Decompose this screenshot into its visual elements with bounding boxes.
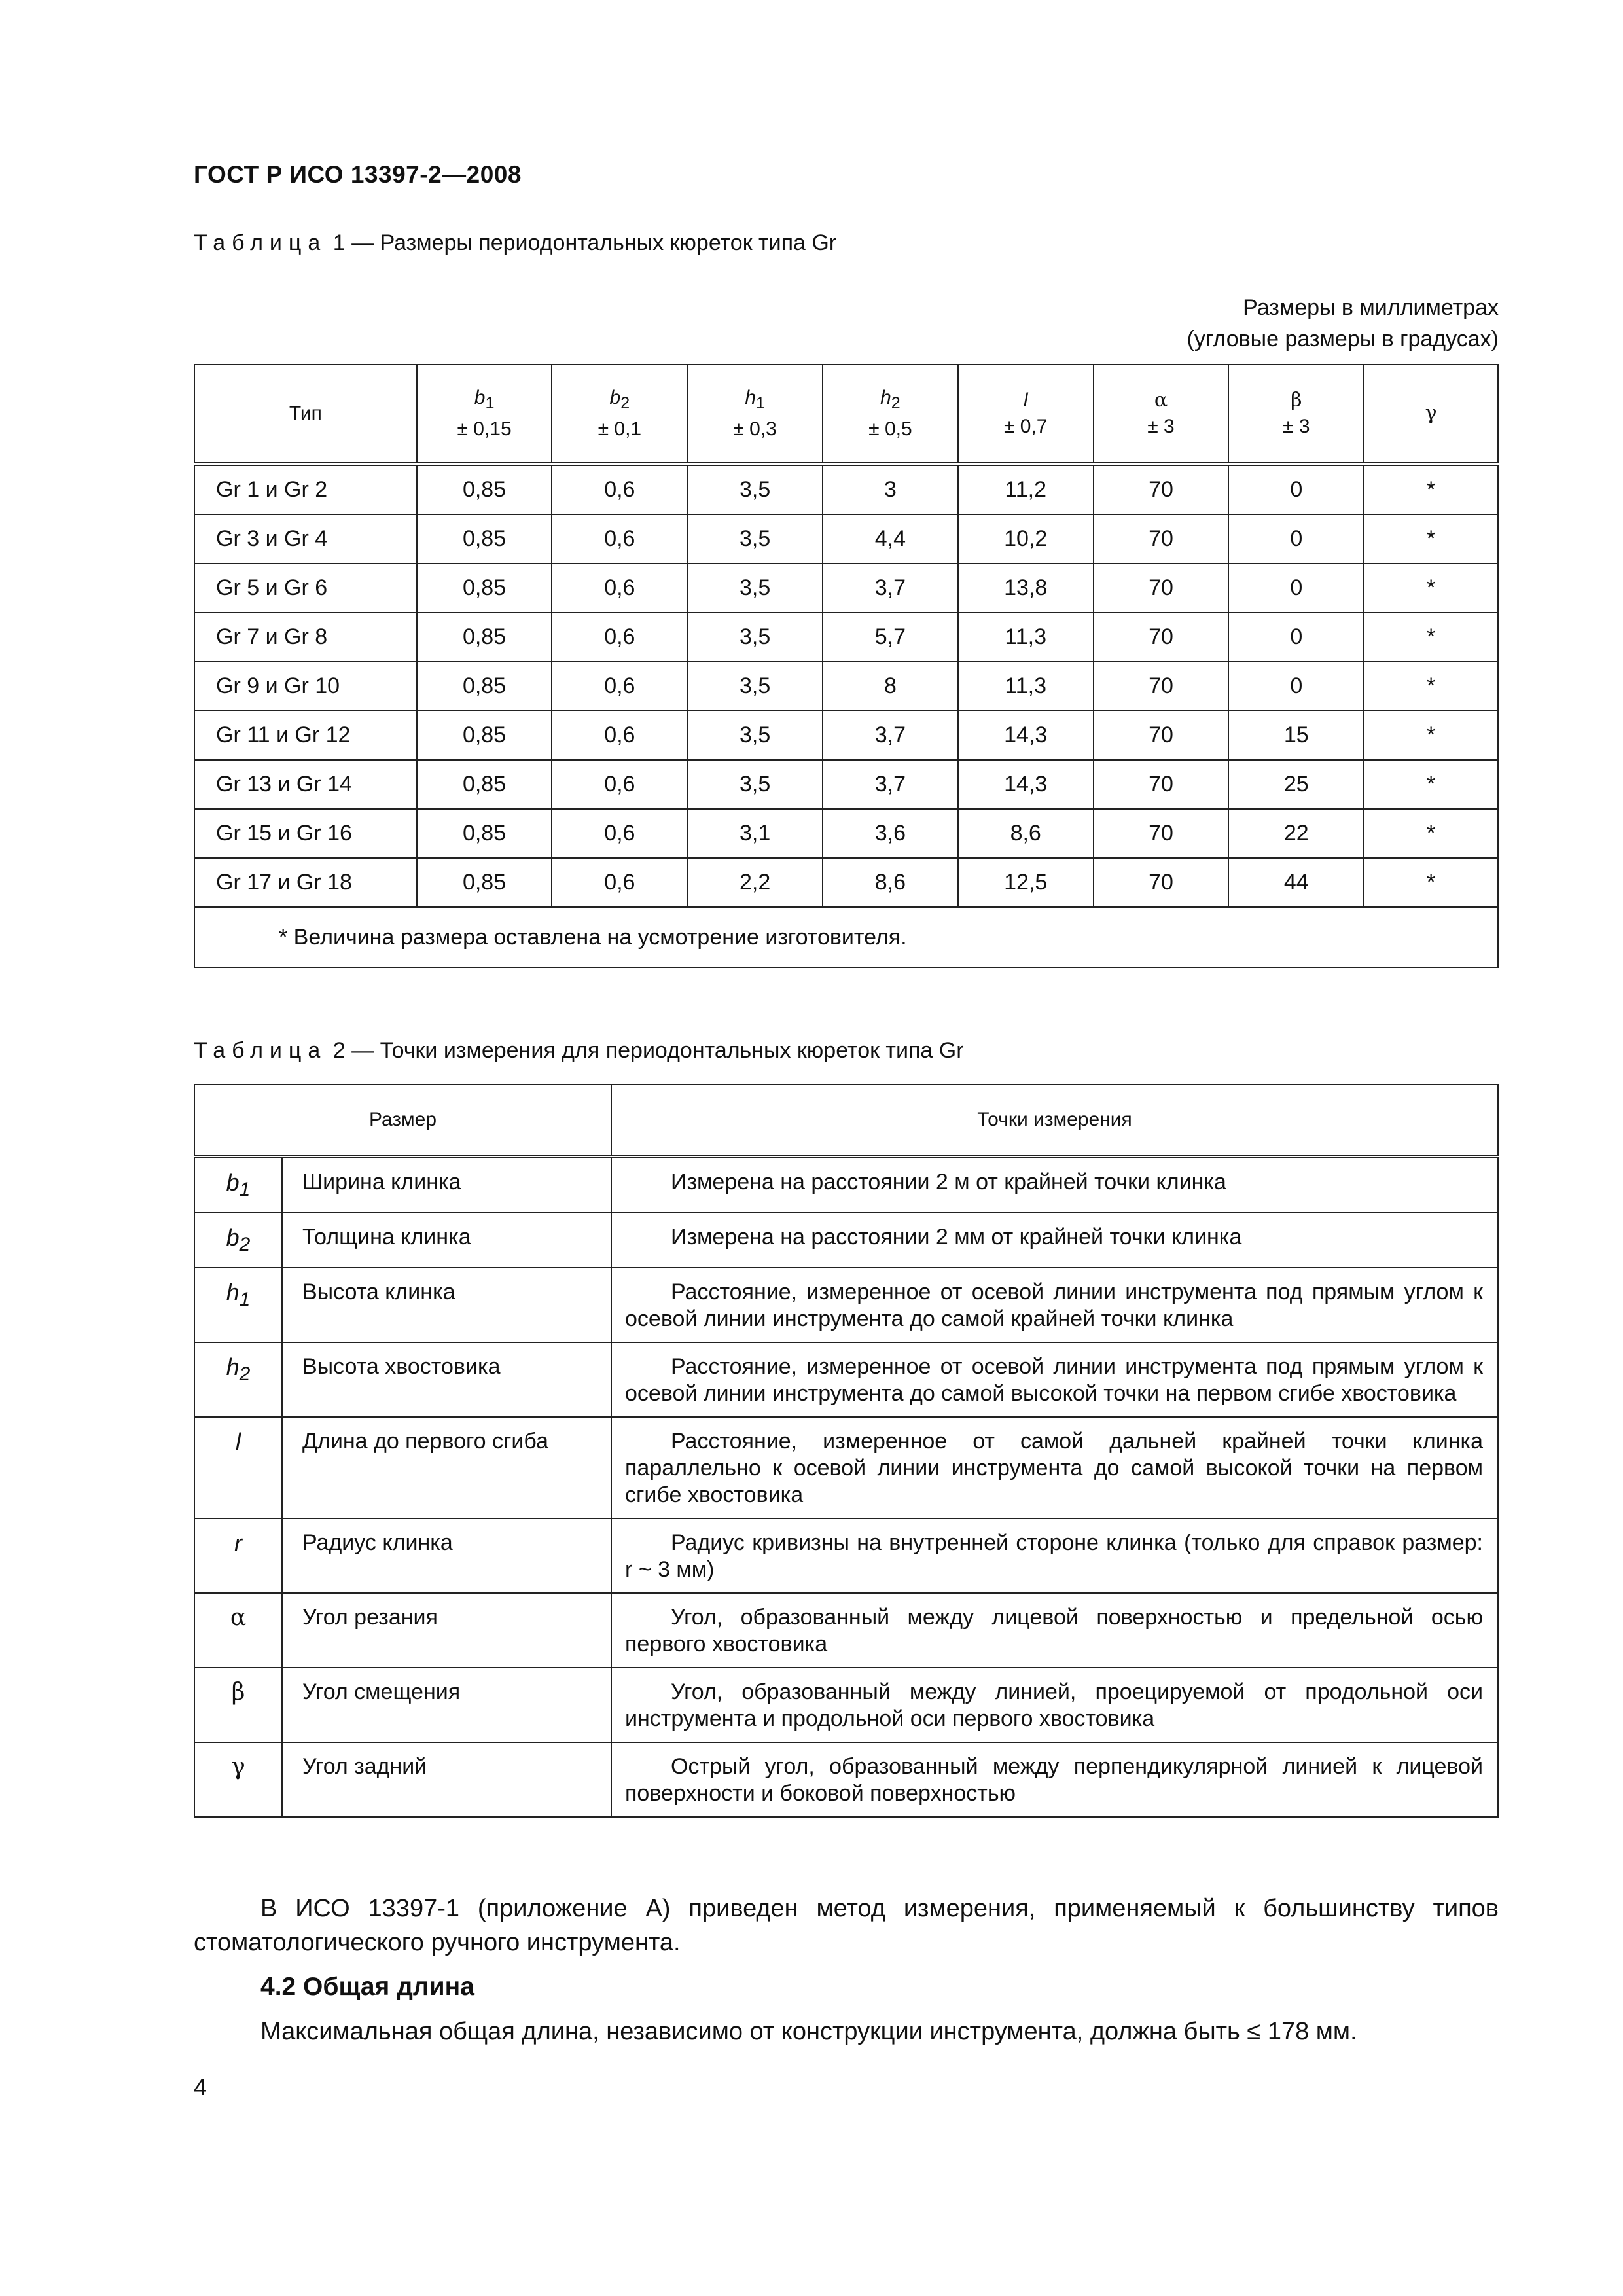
description-cell: Измерена на расстоянии 2 м от крайней точки клинка <box>611 1157 1498 1213</box>
description-cell: Расстояние, измеренное от самой дальней крайней точки клинка параллельно к осевой линии инструмента до самой высокой точки на первом сгибе хвостовика <box>611 1417 1498 1518</box>
header-size: Размер <box>194 1085 611 1157</box>
cell-gamma: * <box>1364 760 1498 809</box>
page-number: 4 <box>194 2073 207 2100</box>
cell-alpha: 70 <box>1094 760 1229 809</box>
cell-h2: 4,4 <box>823 514 958 564</box>
table2-header-row <box>194 1085 1498 1157</box>
cell-b2: 0,6 <box>552 613 687 662</box>
cell-l: 11,2 <box>958 464 1094 514</box>
cell-alpha: 70 <box>1094 809 1229 858</box>
cell-b2: 0,6 <box>552 760 687 809</box>
cell-h1: 3,5 <box>687 464 823 514</box>
table-row <box>194 613 1498 662</box>
cell-h1: 3,5 <box>687 760 823 809</box>
symbol-cell: $h_1$ <box>194 1268 282 1342</box>
table1-units <box>1187 292 1499 355</box>
header-b1: $b_1$ ± 0,15 <box>417 365 552 464</box>
cell-l: 13,8 <box>958 564 1094 613</box>
symbol-cell: $b_2$ <box>194 1213 282 1268</box>
cell-b1: 0,85 <box>417 809 552 858</box>
description-cell: Острый угол, образованный между перпендикулярной линией к лицевой поверхности и боковой поверхностью <box>611 1742 1498 1817</box>
page-header: ГОСТ Р ИСО 13397-2—2008 <box>194 161 522 188</box>
measurement-points-table <box>194 1084 1499 1818</box>
cell-b1: 0,85 <box>417 613 552 662</box>
table2-caption-text: 2 — Точки измерения для периодонтальных кюреток типа Gr <box>332 1038 964 1063</box>
cell-h1: 3,1 <box>687 809 823 858</box>
cell-gamma: * <box>1364 858 1498 907</box>
table-row <box>194 1518 1498 1593</box>
table-row <box>194 711 1498 760</box>
cell-b2: 0,6 <box>552 564 687 613</box>
cell-b1: 0,85 <box>417 662 552 711</box>
cell-beta: 25 <box>1228 760 1364 809</box>
symbol-cell: β <box>194 1668 282 1742</box>
table-row <box>194 1593 1498 1668</box>
table-row <box>194 1268 1498 1342</box>
cell-l: 8,6 <box>958 809 1094 858</box>
symbol-cell: α <box>194 1593 282 1668</box>
cell-l: 10,2 <box>958 514 1094 564</box>
header-type: Тип <box>194 365 417 464</box>
table-row <box>194 858 1498 907</box>
symbol-cell: $b_1$ <box>194 1157 282 1213</box>
body-paragraph: В ИСО 13397-1 (приложение А) приведен метод измерения, применяемый к большинству типов стоматологического ручного инструмента. <box>194 1895 1499 1956</box>
cell-h2: 3,7 <box>823 564 958 613</box>
cell-h1: 3,5 <box>687 711 823 760</box>
cell-beta: 0 <box>1228 514 1364 564</box>
table-row <box>194 662 1498 711</box>
dimensions-table <box>194 364 1499 968</box>
cell-h2: 8 <box>823 662 958 711</box>
cell-alpha: 70 <box>1094 514 1229 564</box>
cell-b1: 0,85 <box>417 464 552 514</box>
cell-h1: 3,5 <box>687 662 823 711</box>
cell-h2: 3,7 <box>823 760 958 809</box>
header-b2: $b_2$ ± 0,1 <box>552 365 687 464</box>
cell-l: 14,3 <box>958 711 1094 760</box>
cell-type: Gr 5 и Gr 6 <box>194 564 417 613</box>
cell-beta: 15 <box>1228 711 1364 760</box>
size-name-cell: Длина до первого сгиба <box>282 1417 611 1518</box>
cell-b1: 0,85 <box>417 564 552 613</box>
size-name-cell: Угол задний <box>282 1742 611 1817</box>
cell-beta: 0 <box>1228 662 1364 711</box>
cell-gamma: * <box>1364 613 1498 662</box>
cell-b2: 0,6 <box>552 514 687 564</box>
description-cell: Угол, образованный между линией, проецируемой от продольной оси инструмента и продольной оси первого хвостовика <box>611 1668 1498 1742</box>
units-line2: (угловые размеры в градусах) <box>1186 327 1499 351</box>
cell-alpha: 70 <box>1094 464 1229 514</box>
table2-caption-word: Таблица <box>194 1038 327 1063</box>
symbol-cell: γ <box>194 1742 282 1817</box>
cell-type: Gr 11 и Gr 12 <box>194 711 417 760</box>
table1-footnote-row <box>194 907 1498 967</box>
table1-footnote: * Величина размера оставлена на усмотрение изготовителя. <box>194 907 1498 967</box>
cell-type: Gr 3 и Gr 4 <box>194 514 417 564</box>
description-cell: Радиус кривизны на внутренней стороне клинка (только для справок размер: r ~ 3 мм) <box>611 1518 1498 1593</box>
table-row <box>194 464 1498 514</box>
cell-gamma: * <box>1364 514 1498 564</box>
cell-b1: 0,85 <box>417 711 552 760</box>
cell-b1: 0,85 <box>417 514 552 564</box>
cell-beta: 22 <box>1228 809 1364 858</box>
cell-type: Gr 9 и Gr 10 <box>194 662 417 711</box>
size-name-cell: Угол смещения <box>282 1668 611 1742</box>
header-beta: β ± 3 <box>1228 365 1364 464</box>
cell-alpha: 70 <box>1094 662 1229 711</box>
cell-gamma: * <box>1364 711 1498 760</box>
cell-type: Gr 1 и Gr 2 <box>194 464 417 514</box>
cell-h1: 2,2 <box>687 858 823 907</box>
cell-alpha: 70 <box>1094 858 1229 907</box>
header-alpha: α ± 3 <box>1094 365 1229 464</box>
header-gamma: γ <box>1364 365 1498 464</box>
size-name-cell: Высота хвостовика <box>282 1342 611 1417</box>
cell-type: Gr 15 и Gr 16 <box>194 809 417 858</box>
table1-header-row <box>194 365 1498 464</box>
table-row <box>194 809 1498 858</box>
cell-h1: 3,5 <box>687 514 823 564</box>
cell-l: 11,3 <box>958 662 1094 711</box>
cell-beta: 0 <box>1228 613 1364 662</box>
section-heading: 4.2 Общая длина <box>260 1973 474 2001</box>
cell-b2: 0,6 <box>552 464 687 514</box>
table-row <box>194 1417 1498 1518</box>
description-cell: Угол, образованный между лицевой поверхностью и предельной осью первого хвостовика <box>611 1593 1498 1668</box>
table1-caption-word: Таблица <box>194 230 327 255</box>
cell-h2: 3,7 <box>823 711 958 760</box>
cell-l: 12,5 <box>958 858 1094 907</box>
table-row <box>194 564 1498 613</box>
cell-type: Gr 17 и Gr 18 <box>194 858 417 907</box>
description-cell: Расстояние, измеренное от осевой линии инструмента под прямым углом к осевой линии инструмента до самой крайней точки клинка <box>611 1268 1498 1342</box>
table1-caption <box>194 230 836 256</box>
cell-b2: 0,6 <box>552 711 687 760</box>
cell-h1: 3,5 <box>687 564 823 613</box>
cell-beta: 44 <box>1228 858 1364 907</box>
cell-beta: 0 <box>1228 564 1364 613</box>
header-points: Точки измерения <box>611 1085 1498 1157</box>
section-text: Максимальная общая длина, независимо от конструкции инструмента, должна быть ≤ 178 мм. <box>260 2018 1357 2045</box>
symbol-cell: r <box>194 1518 282 1593</box>
cell-beta: 0 <box>1228 464 1364 514</box>
cell-b1: 0,85 <box>417 858 552 907</box>
table-row <box>194 1213 1498 1268</box>
cell-h2: 3,6 <box>823 809 958 858</box>
table-row <box>194 1342 1498 1417</box>
symbol-cell: l <box>194 1417 282 1518</box>
size-name-cell: Радиус клинка <box>282 1518 611 1593</box>
symbol-cell: $h_2$ <box>194 1342 282 1417</box>
cell-l: 14,3 <box>958 760 1094 809</box>
size-name-cell: Толщина клинка <box>282 1213 611 1268</box>
table-row <box>194 1668 1498 1742</box>
cell-b2: 0,6 <box>552 809 687 858</box>
cell-type: Gr 7 и Gr 8 <box>194 613 417 662</box>
table1-caption-text: 1 — Размеры периодонтальных кюреток типа Gr <box>332 230 837 255</box>
table-row <box>194 760 1498 809</box>
cell-type: Gr 13 и Gr 14 <box>194 760 417 809</box>
description-cell: Расстояние, измеренное от осевой линии инструмента под прямым углом к осевой линии инструмента до самой высокой точки на первом сгибе хвостовика <box>611 1342 1498 1417</box>
cell-l: 11,3 <box>958 613 1094 662</box>
cell-h2: 3 <box>823 464 958 514</box>
size-name-cell: Ширина клинка <box>282 1157 611 1213</box>
cell-gamma: * <box>1364 564 1498 613</box>
cell-b2: 0,6 <box>552 858 687 907</box>
table2-caption <box>194 1038 964 1064</box>
description-cell: Измерена на расстоянии 2 мм от крайней точки клинка <box>611 1213 1498 1268</box>
size-name-cell: Высота клинка <box>282 1268 611 1342</box>
table-row <box>194 1742 1498 1817</box>
header-h2: $h_2$ ± 0,5 <box>823 365 958 464</box>
cell-gamma: * <box>1364 662 1498 711</box>
cell-h1: 3,5 <box>687 613 823 662</box>
cell-h2: 8,6 <box>823 858 958 907</box>
cell-b2: 0,6 <box>552 662 687 711</box>
header-h1: $h_1$ ± 0,3 <box>687 365 823 464</box>
cell-alpha: 70 <box>1094 613 1229 662</box>
cell-alpha: 70 <box>1094 564 1229 613</box>
cell-alpha: 70 <box>1094 711 1229 760</box>
cell-h2: 5,7 <box>823 613 958 662</box>
size-name-cell: Угол резания <box>282 1593 611 1668</box>
header-l: l ± 0,7 <box>958 365 1094 464</box>
cell-gamma: * <box>1364 809 1498 858</box>
cell-b1: 0,85 <box>417 760 552 809</box>
table-row <box>194 1157 1498 1213</box>
units-line1: Размеры в миллиметрах <box>1243 295 1499 320</box>
table-row <box>194 514 1498 564</box>
cell-gamma: * <box>1364 464 1498 514</box>
